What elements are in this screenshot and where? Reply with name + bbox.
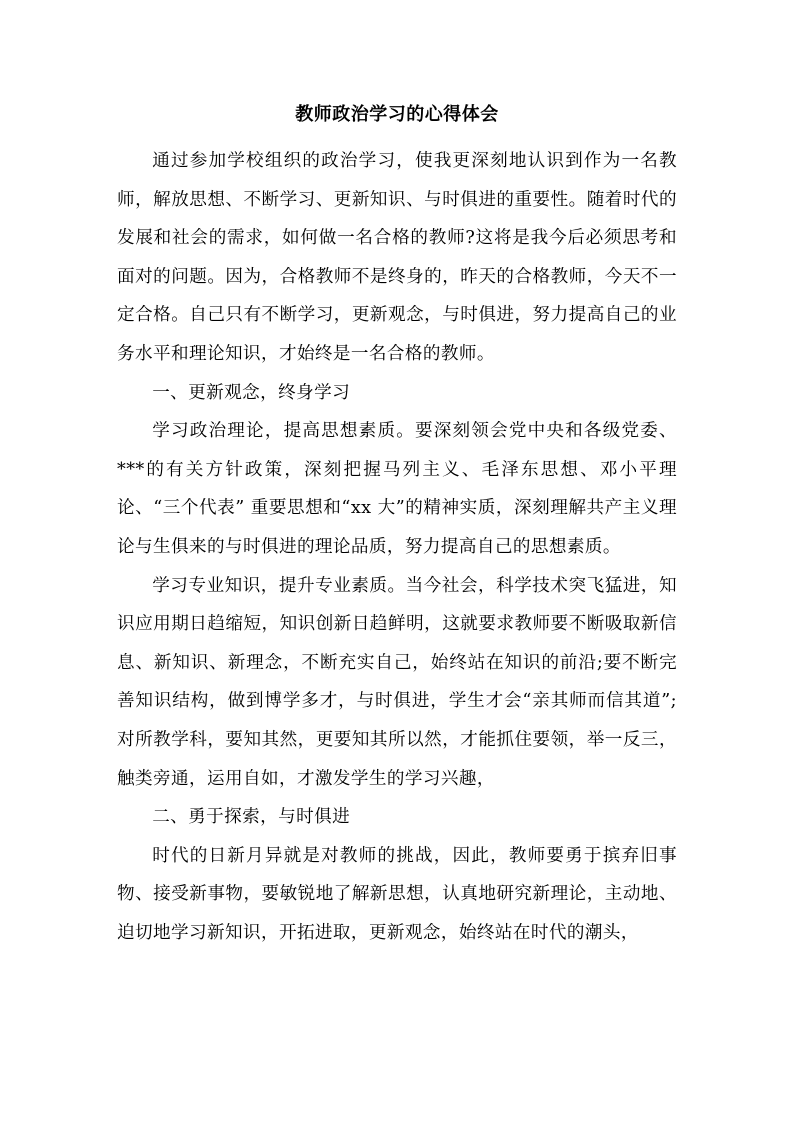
document-title: 教师政治学习的心得体会 [295,104,499,125]
paragraph-professional-knowledge: 学习专业知识，提升专业素质。当今社会，科学技术突飞猛进，知识应用期日趋缩短，知识创新日趋鲜明，这就要求教师要不断吸取新信息、新知识、新理念，不断充实自己，始终站在知识的前沿;要不断完善知识结构，做到博学多才，与时俱进，学生才会“亲其师而信其道”;对所教学科，要知其然，更要知其所以然，才能抓住要领，举一反三，触类旁通，运用自如，才激发学生的学习兴趣， [117,575,677,789]
paragraph-intro: 通过参加学校组织的政治学习，使我更深刻地认识到作为一名教师，解放思想、不断学习、更新知识、与时俱进的重要性。随着时代的发展和社会的需求，如何做一名合格的教师?这将是我今后必须思考和面对的问题。因为，合格教师不是终身的，昨天的合格教师，今天不一定合格。自己只有不断学习，更新观念，与时俱进，努力提高自己的业务水平和理论知识，才始终是一名合格的教师。 [117,151,677,364]
paragraph-political-theory: 学习政治理论，提高思想素质。要深刻领会党中央和各级党委、***的有关方针政策，深刻把握马列主义、毛泽东思想、邓小平理论、“三个代表” 重要思想和“xx 大”的精神实质，深刻理解共产主义理论与生俱来的与时俱进的理论品质，努力提高自己的思想素质。 [117,421,677,557]
document-body [117,142,677,952]
paragraph-explore: 时代的日新月异就是对教师的挑战，因此，教师要勇于摈弃旧事物、接受新事物，要敏锐地了解新思想，认真地研究新理论，主动地、迫切地学习新知识，开拓进取，更新观念，始终站在时代的潮头， [117,845,677,943]
section-heading-2: 二、勇于探索，与时俱进 [152,807,351,828]
section-heading-1: 一、更新观念，终身学习 [152,382,351,403]
